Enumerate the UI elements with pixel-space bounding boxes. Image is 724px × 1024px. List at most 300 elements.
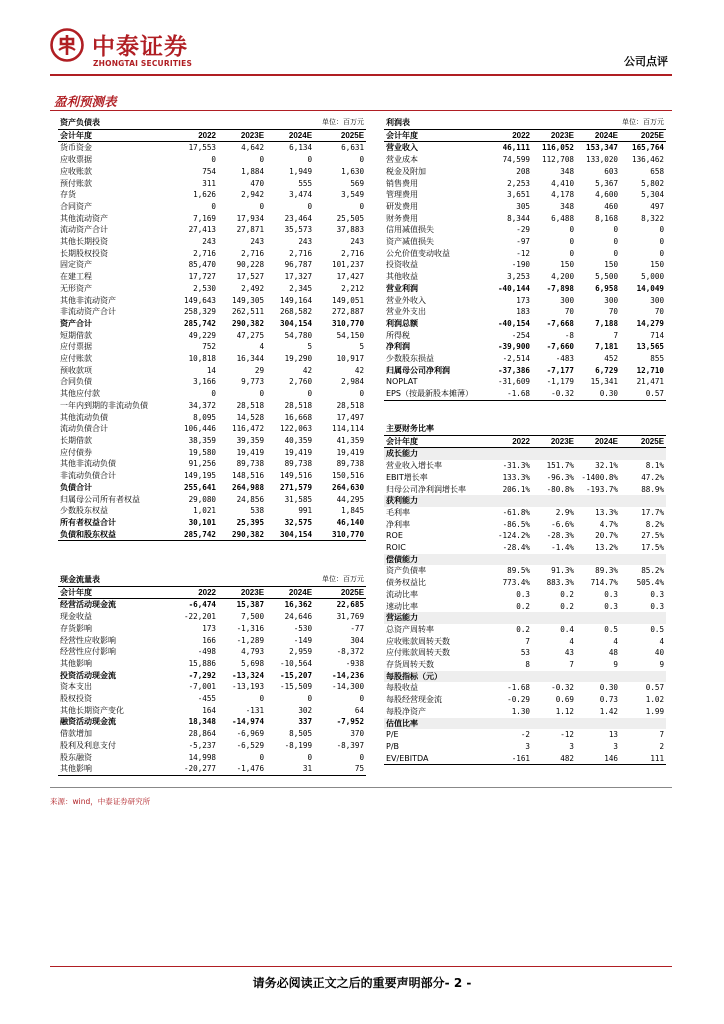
row-value — [576, 612, 620, 624]
row-value: 39,359 — [236, 435, 265, 445]
row-label: 现金收益 — [60, 612, 92, 622]
row-value: 30,101 — [188, 517, 216, 527]
table-row — [58, 482, 366, 494]
row-value: 470 — [250, 178, 265, 188]
cashflow-table — [58, 574, 366, 776]
row-value: 4,642 — [241, 143, 265, 153]
row-value: 304 — [350, 635, 365, 645]
row-value: 0 — [259, 752, 265, 762]
logo-english-name: ZHONGTAI SECURITIES — [93, 59, 193, 68]
row-value: 0.2 — [560, 601, 574, 611]
row-label: 流动比率 — [386, 589, 418, 599]
row-value: 7,500 — [241, 612, 265, 622]
row-value — [492, 671, 532, 683]
row-value: 752 — [202, 342, 216, 352]
table-row — [384, 166, 666, 178]
row-label: 借款增加 — [60, 729, 92, 739]
table-row — [384, 706, 666, 718]
row-value: 206.1% — [502, 484, 530, 494]
table-row — [384, 624, 666, 636]
row-value: 149,643 — [183, 295, 216, 305]
table-row — [384, 271, 666, 283]
row-value: 17.5% — [641, 543, 665, 553]
row-label: 固定资产 — [60, 260, 92, 270]
row-value: 164 — [202, 705, 216, 715]
row-value: 70 — [564, 307, 575, 317]
table-row — [384, 729, 666, 741]
row-value: 0.2 — [516, 601, 530, 611]
row-value: -0.32 — [551, 683, 574, 693]
table-row — [384, 647, 666, 659]
row-value: 855 — [650, 354, 665, 364]
table-row — [384, 542, 666, 554]
row-value: 883.3% — [546, 578, 574, 588]
row-label: EV/EBITDA — [384, 753, 492, 765]
row-value: -7,177 — [546, 365, 575, 375]
row-value: 8,322 — [641, 213, 665, 223]
row-value: 53 — [520, 648, 530, 658]
table-row — [384, 460, 666, 472]
row-value: 0.5 — [650, 624, 665, 634]
row-label: 少数股东损益 — [386, 354, 434, 364]
row-value: 0.57 — [620, 388, 666, 400]
table-row — [384, 671, 666, 683]
row-label: EPS（按最新股本摊薄） — [384, 388, 492, 400]
row-label: EBIT增长率 — [386, 472, 428, 482]
row-value: 23,464 — [284, 213, 313, 223]
row-value: 8.1% — [645, 461, 665, 471]
row-value: 4 — [659, 636, 665, 646]
row-value: 0.3 — [516, 589, 530, 599]
table-row — [58, 693, 366, 705]
row-value: 44,295 — [336, 494, 365, 504]
row-value: 43 — [564, 648, 574, 658]
row-value: 7,188 — [595, 318, 619, 328]
table-row — [384, 376, 666, 388]
row-value — [576, 718, 620, 730]
table-row — [384, 554, 666, 566]
row-value: 17,727 — [188, 272, 216, 282]
table-row — [384, 341, 666, 353]
table-row — [384, 388, 666, 400]
table-row — [58, 705, 366, 717]
row-value: 89,738 — [236, 459, 265, 469]
table-row — [58, 400, 366, 412]
row-value: 5 — [307, 342, 313, 352]
table-row — [58, 178, 366, 190]
table-unit: 单位：百万元 — [266, 117, 366, 129]
row-value: 8.2% — [645, 519, 665, 529]
row-label: 公允价值变动收益 — [386, 248, 450, 258]
row-value: 149,195 — [183, 471, 216, 481]
row-value: 89,738 — [336, 459, 365, 469]
row-label: 每股净资产 — [386, 706, 426, 716]
row-value: 302 — [298, 705, 313, 715]
row-value: 0 — [659, 237, 665, 247]
table-row — [384, 589, 666, 601]
row-label: 其他收益 — [386, 272, 418, 282]
table-row — [384, 682, 666, 694]
row-value: 85,470 — [188, 260, 216, 270]
row-value: 25,505 — [336, 213, 365, 223]
row-value — [532, 554, 576, 566]
row-value — [620, 554, 666, 566]
row-value: 304,154 — [266, 529, 314, 541]
row-label: 流动负债合计 — [60, 424, 108, 434]
row-value: -6,969 — [236, 729, 265, 739]
row-value: -1.4% — [551, 543, 574, 553]
row-value: 311 — [202, 178, 216, 188]
row-value: 4,793 — [241, 647, 265, 657]
row-value: 0 — [359, 389, 365, 399]
row-value: 714.7% — [590, 578, 618, 588]
row-value: 150 — [560, 260, 575, 270]
table-row — [58, 201, 366, 213]
row-value: 6,958 — [595, 283, 619, 293]
row-value: -1.68 — [492, 388, 532, 400]
column-header: 2022 — [168, 129, 218, 142]
table-row — [58, 259, 366, 271]
source-rule — [50, 787, 672, 788]
row-header-label: 会计年度 — [384, 129, 492, 142]
column-header: 2025E — [620, 129, 666, 142]
row-label: 合同负债 — [60, 377, 92, 387]
row-value: -7,952 — [336, 717, 365, 727]
row-value: -12 — [560, 730, 574, 740]
row-value: 173 — [202, 623, 216, 633]
row-value: -20,277 — [168, 763, 218, 775]
row-value: 3 — [569, 741, 574, 751]
row-value: 75 — [314, 763, 366, 775]
row-value: 5,500 — [595, 272, 619, 282]
table-unit: 单位：百万元 — [266, 574, 366, 586]
row-value: 0 — [659, 248, 665, 258]
row-value: 0.5 — [604, 624, 618, 634]
row-value: 4,178 — [551, 190, 575, 200]
row-value: 0 — [259, 201, 265, 211]
column-header: 2024E — [266, 129, 314, 142]
row-value: 19,419 — [336, 447, 365, 457]
table-row — [58, 646, 366, 658]
row-value: 5,802 — [641, 178, 665, 188]
row-value — [492, 718, 532, 730]
table-row — [58, 330, 366, 342]
row-value: 19,290 — [284, 354, 313, 364]
table-row — [384, 306, 666, 318]
row-value: -455 — [197, 694, 216, 704]
row-label: 毛利率 — [386, 507, 410, 517]
row-value: 773.4% — [502, 578, 530, 588]
row-label: P/B — [386, 741, 400, 751]
row-value: 4,200 — [551, 272, 575, 282]
row-value: -86.5% — [502, 519, 530, 529]
column-header: 2022 — [492, 435, 532, 448]
row-value: 0 — [307, 752, 313, 762]
table-unit: 单位：百万元 — [576, 117, 666, 129]
row-label: 货币资金 — [60, 143, 92, 153]
row-label: 经营性应收影响 — [60, 635, 116, 645]
row-value: 13 — [608, 730, 618, 740]
table-row — [58, 423, 366, 435]
row-value: -1,316 — [236, 623, 265, 633]
row-label: 营业利润 — [386, 283, 418, 293]
table-row — [384, 484, 666, 496]
table-row — [384, 248, 666, 260]
table-row — [58, 681, 366, 693]
table-row — [58, 341, 366, 353]
row-value — [492, 554, 532, 566]
row-value: 153,347 — [586, 143, 619, 153]
table-header-row — [384, 435, 666, 448]
row-label: 长期借款 — [60, 435, 92, 445]
row-value: 91,256 — [188, 459, 216, 469]
row-value: -1,476 — [218, 763, 266, 775]
row-value: 304,154 — [280, 318, 313, 328]
table-row — [58, 458, 366, 470]
row-value: -15,509 — [280, 682, 313, 692]
row-value: -1.68 — [507, 683, 530, 693]
row-value: 15,387 — [236, 600, 265, 610]
row-value — [620, 612, 666, 624]
row-value: 505.4% — [636, 578, 665, 588]
table-row — [58, 635, 366, 647]
row-value: 24,856 — [236, 494, 265, 504]
row-label: 一年内到期的非流动负债 — [60, 400, 148, 410]
row-value: 7,169 — [193, 213, 216, 223]
table-row — [384, 472, 666, 484]
column-header: 2024E — [266, 586, 314, 599]
row-label: 资产负债率 — [386, 566, 426, 576]
row-value: 38,359 — [188, 435, 216, 445]
row-value — [492, 612, 532, 624]
row-label: 营业收入增长率 — [386, 461, 442, 471]
row-label: 应付账款周转天数 — [386, 648, 450, 658]
row-value: 7,181 — [595, 342, 619, 352]
row-value: 37,883 — [336, 225, 365, 235]
row-label: 其他长期投资 — [60, 237, 108, 247]
table-title: 资产负债表 — [58, 117, 266, 129]
table-row — [58, 599, 366, 611]
row-value: 101,237 — [332, 260, 365, 270]
row-value: 0 — [613, 248, 619, 258]
table-row — [58, 435, 366, 447]
row-value: -8,199 — [284, 740, 313, 750]
row-value: 136,462 — [632, 155, 665, 165]
row-value: 149,305 — [232, 295, 265, 305]
row-value: 106,446 — [183, 424, 216, 434]
row-value: 1.12 — [555, 706, 574, 716]
column-header: 2024E — [576, 435, 620, 448]
row-value: 31 — [266, 763, 314, 775]
table-row — [58, 248, 366, 260]
table-row — [58, 142, 366, 154]
table-row — [384, 495, 666, 507]
section-title: 盈利预测表 — [54, 94, 117, 109]
row-label: ROE — [386, 531, 403, 541]
row-value: 0 — [359, 694, 365, 704]
table-row — [384, 236, 666, 248]
row-value — [492, 448, 532, 460]
row-label: 预付账款 — [60, 178, 92, 188]
row-value: -97 — [516, 237, 530, 247]
row-value: 114,114 — [332, 424, 365, 434]
row-value: 268,582 — [280, 307, 313, 317]
column-header: 2025E — [314, 586, 366, 599]
row-value: 2,716 — [241, 248, 265, 258]
row-label: 长期股权投资 — [60, 248, 108, 258]
row-value: 0 — [569, 248, 575, 258]
row-value — [620, 448, 666, 460]
row-label: 存货影响 — [60, 623, 92, 633]
row-value: 48 — [608, 648, 618, 658]
row-value: 150 — [650, 260, 665, 270]
row-value: 6,488 — [551, 213, 575, 223]
row-value: 85.2% — [641, 566, 665, 576]
table-header-row — [58, 586, 366, 599]
row-label: 在建工程 — [60, 272, 92, 282]
row-value: 3 — [525, 741, 530, 751]
row-label: 营业外收入 — [386, 295, 426, 305]
row-value: 285,742 — [168, 529, 218, 541]
row-value: 16,362 — [284, 600, 313, 610]
footer-rule — [50, 966, 672, 967]
row-value: 28,518 — [236, 400, 265, 410]
row-value: 7 — [569, 660, 574, 670]
table-row — [58, 505, 366, 517]
row-value: 31,585 — [284, 494, 313, 504]
row-value: 0 — [307, 155, 313, 165]
row-value: -14,236 — [332, 670, 365, 680]
table-row — [384, 694, 666, 706]
table-title-row — [384, 423, 666, 435]
row-value: 264,630 — [332, 482, 365, 492]
row-value: 0 — [359, 201, 365, 211]
row-label: 税金及附加 — [386, 166, 426, 176]
table-header-row — [58, 129, 366, 142]
row-value: 15,341 — [590, 377, 619, 387]
row-value: 290,382 — [232, 318, 265, 328]
row-value: -1400.8% — [581, 472, 618, 482]
row-value: 271,579 — [280, 482, 313, 492]
table-row — [58, 283, 366, 295]
row-value: 112,708 — [542, 155, 575, 165]
table-row — [384, 741, 666, 753]
row-value: 2,716 — [289, 248, 313, 258]
row-value: 0.3 — [604, 589, 618, 599]
table-row — [58, 318, 366, 330]
row-value: -13,193 — [232, 682, 265, 692]
row-label: 应收账款 — [60, 166, 92, 176]
column-header: 2023E — [532, 129, 576, 142]
row-value — [532, 612, 576, 624]
row-label: 预收款项 — [60, 365, 92, 375]
row-value: 13.3% — [595, 507, 618, 517]
row-value: 14 — [206, 365, 216, 375]
table-row — [58, 494, 366, 506]
row-label: 其他应付款 — [60, 389, 100, 399]
row-label: 债务权益比 — [386, 578, 426, 588]
row-value: -193.7% — [585, 484, 618, 494]
row-label: 应付票据 — [60, 342, 92, 352]
row-value: 0 — [659, 225, 665, 235]
table-row — [384, 365, 666, 377]
row-value: 21,471 — [636, 377, 665, 387]
row-value: -14,974 — [232, 717, 265, 727]
row-value: 0.69 — [555, 695, 574, 705]
row-value: 2,716 — [341, 248, 365, 258]
table-row — [384, 201, 666, 213]
row-value: 1.02 — [645, 695, 665, 705]
row-value: 17,497 — [336, 412, 365, 422]
row-value — [576, 448, 620, 460]
row-label: 每股指标（元） — [384, 671, 492, 683]
row-label: 每股收益 — [386, 683, 418, 693]
row-value: 4 — [613, 636, 618, 646]
table-row — [384, 753, 666, 765]
row-label: 合同资产 — [60, 201, 92, 211]
row-value: 370 — [350, 729, 365, 739]
row-value: -29 — [516, 225, 530, 235]
row-value: 714 — [650, 330, 665, 340]
column-header: 2025E — [620, 435, 666, 448]
row-value: -149 — [293, 635, 313, 645]
row-value: -254 — [511, 330, 530, 340]
row-value: 133,020 — [586, 155, 619, 165]
row-label: 财务费用 — [386, 213, 418, 223]
row-label: ROIC — [386, 543, 406, 553]
row-value: 40 — [654, 648, 665, 658]
row-value: 1,630 — [341, 166, 365, 176]
row-value: 0 — [307, 389, 313, 399]
row-label: 营运能力 — [384, 612, 492, 624]
row-value: -14,300 — [332, 682, 365, 692]
row-value: 5,304 — [641, 190, 665, 200]
income-statement-table — [384, 117, 666, 401]
table-row — [58, 740, 366, 752]
row-label: 少数股东权益 — [60, 506, 108, 516]
row-value: 17,553 — [188, 143, 216, 153]
table-row — [58, 412, 366, 424]
row-value: -7,292 — [188, 670, 216, 680]
row-value: 0.30 — [599, 683, 618, 693]
row-value: 555 — [298, 178, 313, 188]
row-value: 0.3 — [650, 601, 665, 611]
row-value: 32.1% — [595, 461, 618, 471]
table-row — [58, 388, 366, 400]
table-row — [58, 447, 366, 459]
row-value: -12 — [516, 248, 530, 258]
row-label: 所得税 — [386, 330, 410, 340]
table-row — [58, 353, 366, 365]
row-value: -938 — [345, 658, 365, 668]
table-row — [384, 318, 666, 330]
row-label: 利润总额 — [386, 318, 418, 328]
row-label: 其他影响 — [60, 658, 92, 668]
row-value: 89,738 — [284, 459, 313, 469]
row-value: 0.2 — [560, 589, 574, 599]
row-value: 300 — [604, 295, 619, 305]
row-value: 285,742 — [183, 318, 216, 328]
row-value: 10,917 — [336, 354, 365, 364]
row-value: 3,549 — [341, 190, 365, 200]
row-value: 1,626 — [193, 190, 216, 200]
row-label: 股利及利息支付 — [60, 740, 116, 750]
row-value: 64 — [354, 705, 365, 715]
row-value: 310,770 — [332, 318, 365, 328]
row-value: 28,518 — [284, 400, 313, 410]
table-row — [384, 519, 666, 531]
row-label: 短期借款 — [60, 330, 92, 340]
